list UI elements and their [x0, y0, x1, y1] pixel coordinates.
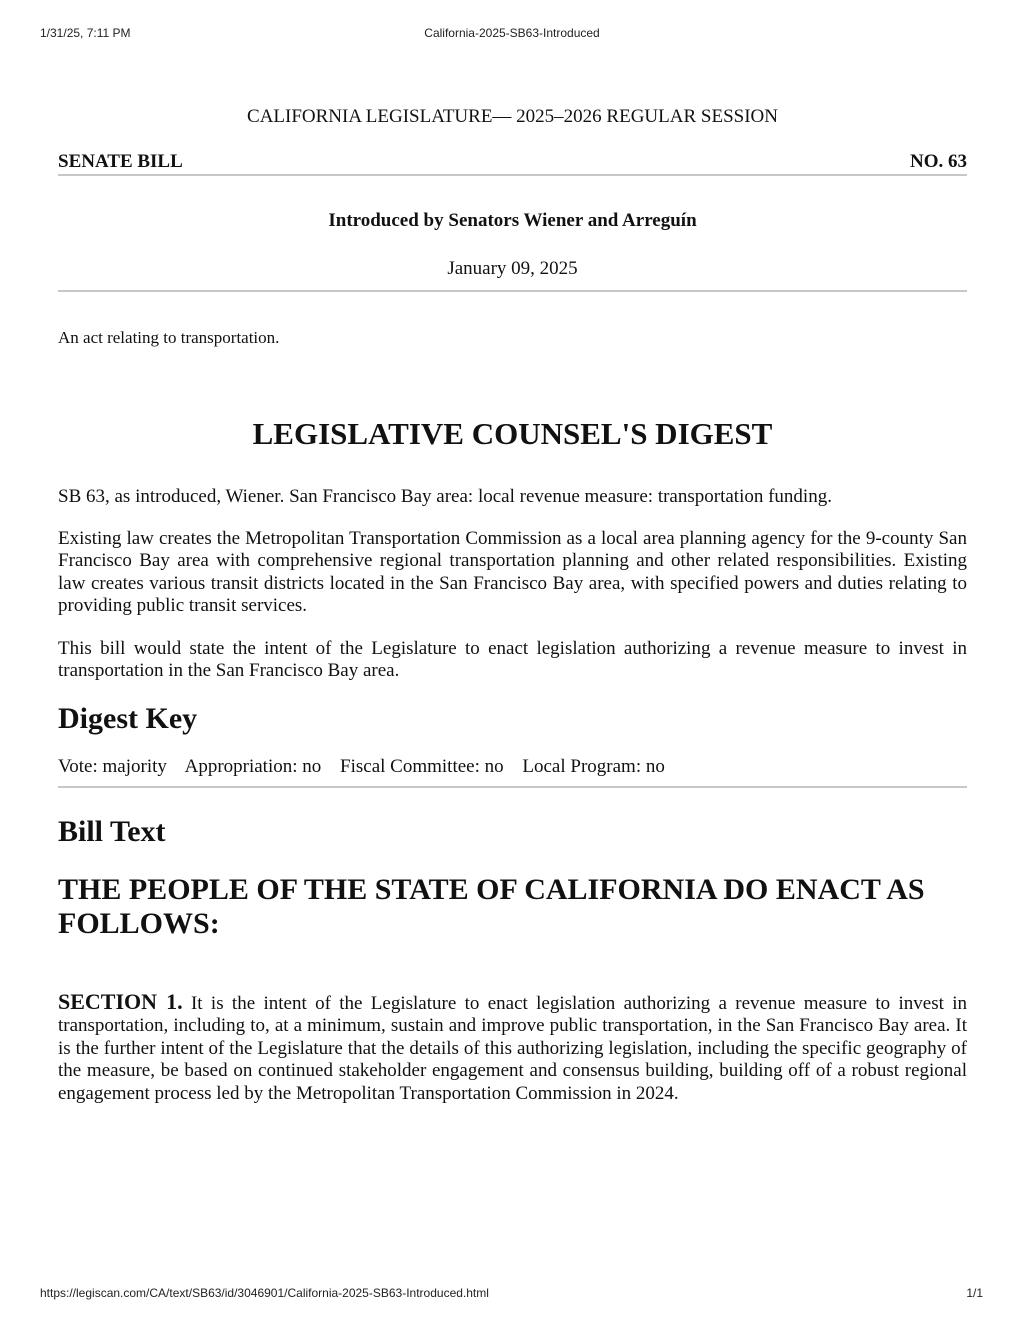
divider — [58, 786, 967, 788]
bill-id-row — [58, 150, 967, 176]
local-program-value: Local Program: no — [522, 755, 665, 777]
section-text: It is the intent of the Legislature to enact legislation authorizing a revenue measure to invest in transportation, including to, at a minimum, sustain and improve public transportation, in the San Francisco Bay area. It is the further intent of the Legislature that the details of this authorizing legislation, including the specific geography of the measure, be based on continued stakeholder engagement and consensus building, building off of a robust regional engagement process led by the Metropolitan Transportation Commission in 2024. — [58, 992, 967, 1104]
section-label: SECTION 1. — [58, 988, 183, 1014]
print-title: California-2025-SB63-Introduced — [424, 26, 600, 40]
bill-number: NO. 63 — [910, 151, 967, 172]
digest-heading: LEGISLATIVE COUNSEL'S DIGEST — [252, 416, 773, 451]
enacting-clause: THE PEOPLE OF THE STATE OF CALIFORNIA DO ENACT AS FOLLOWS: — [58, 872, 925, 940]
digest-paragraph: This bill would state the intent of the Legislature to enact legislation authorizing a revenue measure to invest in transportation in the San Francisco Bay area. — [58, 637, 967, 681]
introduced-date: January 09, 2025 — [447, 258, 578, 279]
bill-document — [58, 104, 967, 1105]
print-datetime: 1/31/25, 7:11 PM — [40, 26, 131, 40]
act-title: An act relating to transportation. — [58, 328, 280, 347]
source-url: https://legiscan.com/CA/text/SB63/id/3046901/California-2025-SB63-Introduced.html — [40, 1286, 489, 1300]
vote-value: Vote: majority — [58, 755, 167, 777]
appropriation-value: Appropriation: no — [184, 755, 322, 777]
divider — [58, 290, 967, 292]
digest-summary: SB 63, as introduced, Wiener. San Francisco Bay area: local revenue measure: transportation funding. — [58, 486, 832, 507]
digest-paragraph: Existing law creates the Metropolitan Transportation Commission as a local area planning agency for the 9-county San Francisco Bay area with comprehensive regional transportation planning and other related responsibilities. Existing law creates various transit districts located in the San Francisco Bay area, with specified powers and duties relating to providing public transit services. — [58, 527, 967, 616]
print-header — [0, 26, 1024, 42]
print-footer — [0, 1286, 1024, 1302]
digest-key-values — [58, 756, 967, 778]
fiscal-committee-value: Fiscal Committee: no — [340, 755, 504, 777]
digest-key-heading: Digest Key — [58, 701, 198, 735]
chamber-label: SENATE BILL — [58, 151, 183, 172]
page-number: 1/1 — [966, 1286, 983, 1300]
session-title: CALIFORNIA LEGISLATURE— 2025–2026 REGULAR SESSION — [247, 106, 778, 127]
introduced-by: Introduced by Senators Wiener and Arreguín — [328, 210, 697, 231]
bill-text-heading: Bill Text — [58, 814, 166, 848]
section-1 — [58, 988, 967, 1106]
